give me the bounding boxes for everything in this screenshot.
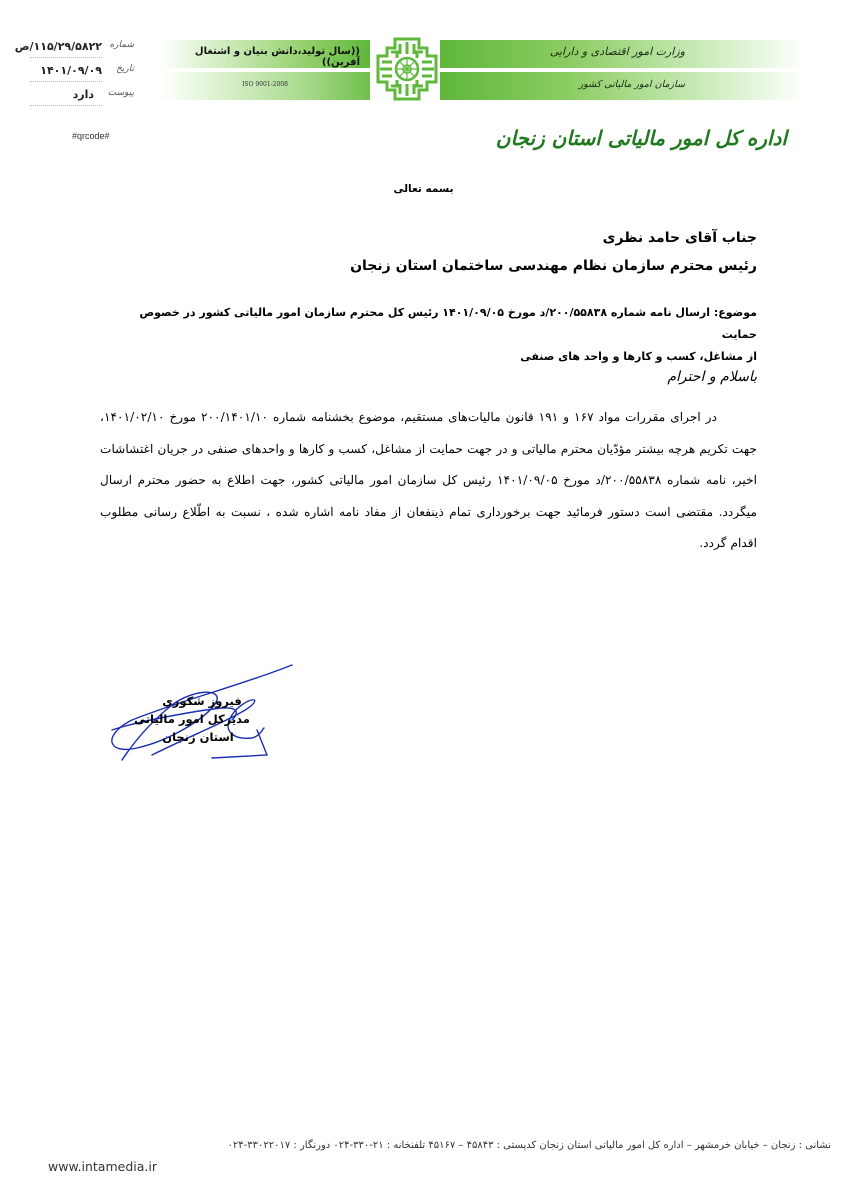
subject: [108, 302, 757, 368]
letter-attachment-line: [30, 105, 102, 106]
tax-organization-logo-icon: [375, 36, 439, 102]
subject-line-1: موضوع: ارسال نامه شماره ۲۰۰/۵۵۸۳۸/د مورخ ۱۴۰۱/۰۹/۰۵ رئیس کل محترم سازمان امور مالیاتی کشور در خصوص حمایت: [139, 306, 757, 341]
department-title: اداره کل امور مالیاتی استان زنجان: [495, 126, 787, 150]
letter-attachment-row: [0, 86, 140, 108]
letter-number-line: [30, 57, 102, 58]
greeting: باسلام و احترام: [667, 369, 757, 385]
letter-body-paragraph: در اجرای مقررات مواد ۱۶۷ و ۱۹۱ قانون مالیات‌های مستقیم، موضوع بخشنامه شماره ۲۰۰/۱۴۰۱/۱۰ مورخ ۱۴۰۱/۰۲/۱۰، جهت تکریم هرچه بیشتر مؤدّیان محترم مالیاتی و در جهت حمایت از مشاغل، کسب و کارها و واحدهای صنفی در جریان اغتشاشات اخیر، نامه شماره ۲۰۰/۵۵۸۳۸/د مورخ ۱۴۰۱/۰۹/۰۵ رئیس کل سازمان امور مالیاتی کشور، جهت اطلاع به حضور محترم ارسال میگردد. مقتضی است دستور فرمائید جهت برخورداری تمام ذینفعان از مفاد نامه اشاره شده ، نسبت به اطّلاع رسانی مطلوب اقدام گردد.: [100, 410, 757, 550]
letter-number-row: [0, 38, 140, 60]
letter-number-label: شماره: [109, 40, 134, 50]
letter-attachment-label: پیوست: [107, 88, 134, 98]
organization-band: [440, 72, 805, 100]
slogan-text: ((سال تولید،دانش بنیان و اشتغال آفرین)): [194, 46, 360, 68]
letter-number-value: ۱۱۵/۲۹/۵۸۲۲/ص: [14, 40, 102, 53]
signatory-name: فیروز شکوری: [162, 694, 242, 708]
letter-date-label: تاریخ: [116, 64, 134, 74]
bismillah: [0, 183, 849, 195]
signature-block: [92, 660, 312, 770]
bismillah-text: بسمه تعالی: [393, 183, 454, 195]
iso-band: [160, 72, 370, 100]
letter-date-value: ۱۴۰۱/۰۹/۰۹: [40, 64, 102, 77]
signatory-title: مدیرکل امور مالیاتی: [134, 712, 250, 726]
addressee-name: جناب آقای حامد نظری: [602, 230, 757, 246]
letter-date-line: [30, 81, 102, 82]
slogan-band: [160, 40, 370, 68]
qrcode-placeholder: #qrcode#: [72, 131, 110, 141]
organization-text: سازمان امور مالیاتی کشور: [578, 79, 685, 90]
addressee-role: رئیس محترم سازمان نظام مهندسی ساختمان استان زنجان: [350, 258, 757, 274]
ministry-band: [440, 40, 805, 68]
subject-line-2: از مشاغل، کسب و کارها و واحد های صنفی: [520, 350, 757, 363]
letter-date-row: [0, 62, 140, 84]
signatory-province: استان زنجان: [162, 730, 234, 744]
footer-address: نشانی : زنجان – خیابان خرمشهر – اداره کل امور مالیاتی استان زنجان کدپستی : ۴۵۸۴۳ – ۴۵۱۶۷ تلفنخانه : ۲۱-۳۳۰-۰۲۴ دورنگار : ۳۳۰۲۲۰۱۷-۰۲۴: [227, 1140, 831, 1151]
iso-text: ISO 9001-2008: [242, 81, 288, 88]
letter-attachment-value: دارد: [72, 88, 94, 101]
footer-website-link[interactable]: www.intamedia.ir: [48, 1159, 157, 1174]
ministry-text: وزارت امور اقتصادی و دارایی: [549, 45, 685, 58]
letter-body: [100, 402, 757, 560]
